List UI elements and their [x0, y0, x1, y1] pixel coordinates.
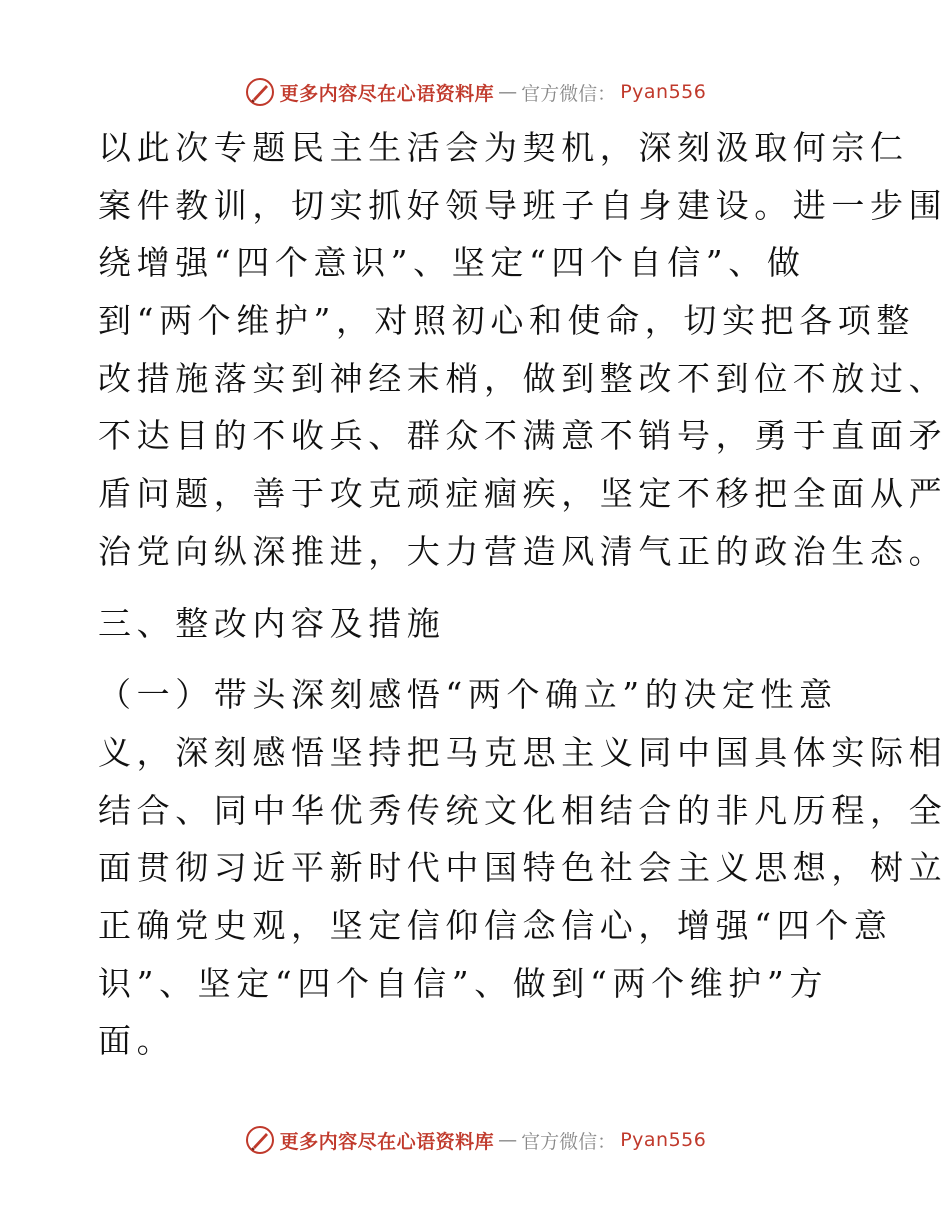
text-line: 以此次专题民主生活会为契机，深刻汲取何宗仁: [98, 128, 909, 167]
banner-site-text: 更多内容尽在心语资料库: [279, 1130, 495, 1153]
banner-separator: —: [498, 81, 518, 103]
paragraph-1: [98, 119, 948, 581]
header-banner: [0, 72, 950, 112]
banner-wechat-label: 官方微信：: [521, 82, 617, 105]
text-line: （一）带头深刻感悟“两个确立”的决定性意: [98, 675, 838, 715]
text-line: 到“两个维护”，对照初心和使命，切实把各项整: [98, 301, 915, 341]
text-line: 面贯彻习近平新时代中国特色社会主义思想，树立: [98, 848, 948, 888]
document-body: [98, 119, 948, 1070]
banner-wechat-id: Pyan556: [620, 1129, 707, 1151]
banner-separator: —: [498, 1129, 518, 1151]
footer-banner: [0, 1120, 950, 1160]
text-line: 结合、同中华优秀传统文化相结合的非凡历程，全: [98, 790, 948, 830]
text-line: 义，深刻感悟坚持把马克思主义同中国具体实际相: [98, 732, 948, 772]
banner-site-text: 更多内容尽在心语资料库: [279, 82, 495, 105]
paragraph-2: [98, 666, 948, 1070]
quill-logo-icon: [244, 76, 276, 108]
text-line: 识”、坚定“四个自信”、做到“两个维护”方: [98, 963, 828, 1003]
text-line: 案件教训，切实抓好领导班子自身建设。进一步围: [98, 185, 948, 225]
section-heading: 三、整改内容及措施: [98, 603, 446, 643]
text-line: 绕增强“四个意识”、坚定“四个自信”、做: [98, 243, 806, 283]
banner-wechat-id: Pyan556: [620, 81, 707, 103]
quill-logo-icon: [244, 1124, 276, 1156]
banner-wechat-label: 官方微信：: [521, 1130, 617, 1153]
text-line: 改措施落实到神经末梢，做到整改不到位不放过、: [98, 358, 948, 398]
text-line: 正确党史观，坚定信仰信念信心，增强“四个意: [98, 905, 893, 945]
text-line: 不达目的不收兵、群众不满意不销号，勇于直面矛: [98, 416, 948, 456]
text-line: 治党向纵深推进，大力营造风清气正的政治生态。: [98, 531, 948, 571]
text-line: 盾问题，善于攻克顽症痼疾，坚定不移把全面从严: [98, 474, 948, 514]
text-line: 面。: [98, 1021, 176, 1061]
